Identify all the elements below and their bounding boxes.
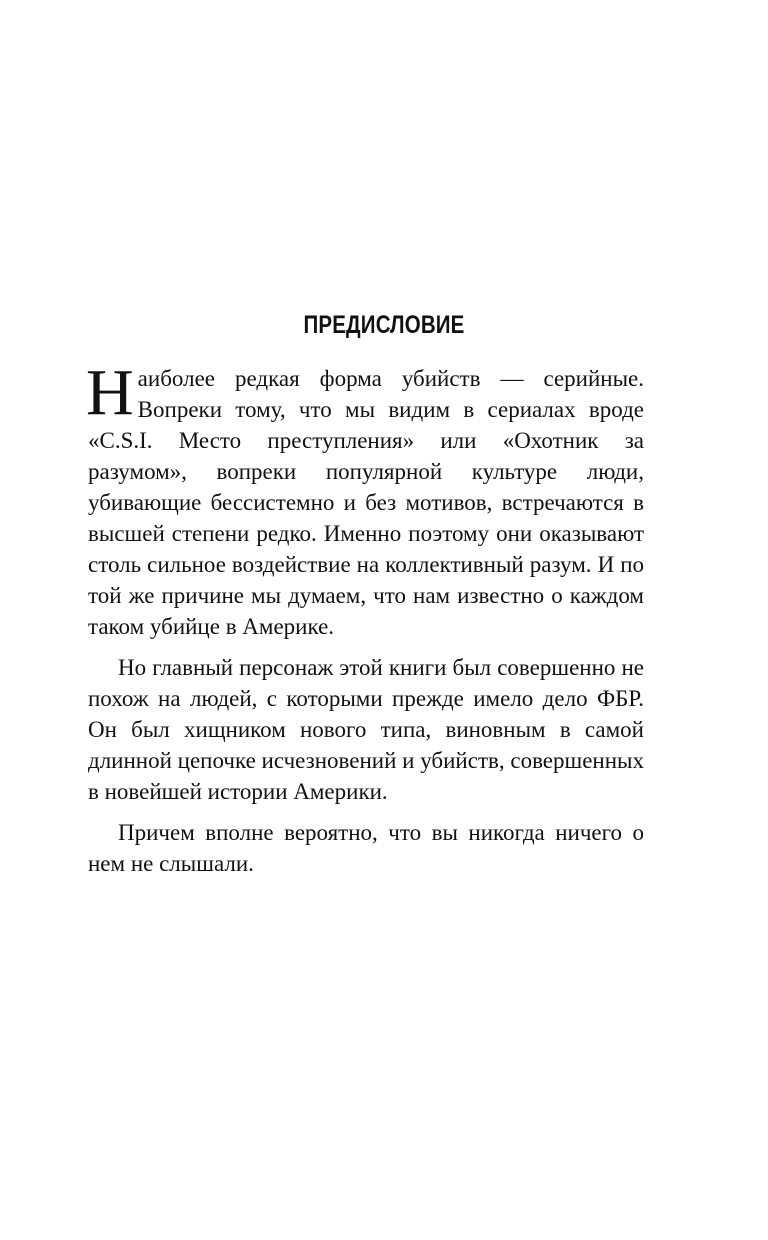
paragraph-2: Но главный персонаж этой книги был совершенно не похож на людей, с которыми прежде имело дело ФБР. Он был хищником нового типа, виновным в самой длинной цепочке исчезновений и убийств, совершенных в новейшей истории Америки. [88, 655, 644, 804]
drop-cap: Н [86, 356, 134, 429]
paragraph-1-text: аиболее редкая форма убийств — серийные. Вопреки тому, что мы видим в сериалах вроде «C.S.I. Место преступления» или «Охотник за разумом», вопреки популярной культуре люди, убивающие бессистемно и без мотивов, встречаются в высшей степени редко. Именно поэтому они оказывают столь сильное воздействие на коллективный разум. И по той же причине мы думаем, что нам известно о каждом таком убийце в Америке. [88, 366, 644, 639]
body-text [86, 356, 644, 889]
paragraph-1 [86, 356, 644, 642]
chapter-heading: ПРЕДИСЛОВИЕ [303, 311, 465, 339]
paragraph-3: Причем вполне вероятно, что вы никогда ничего о нем не слышали. [88, 820, 644, 876]
